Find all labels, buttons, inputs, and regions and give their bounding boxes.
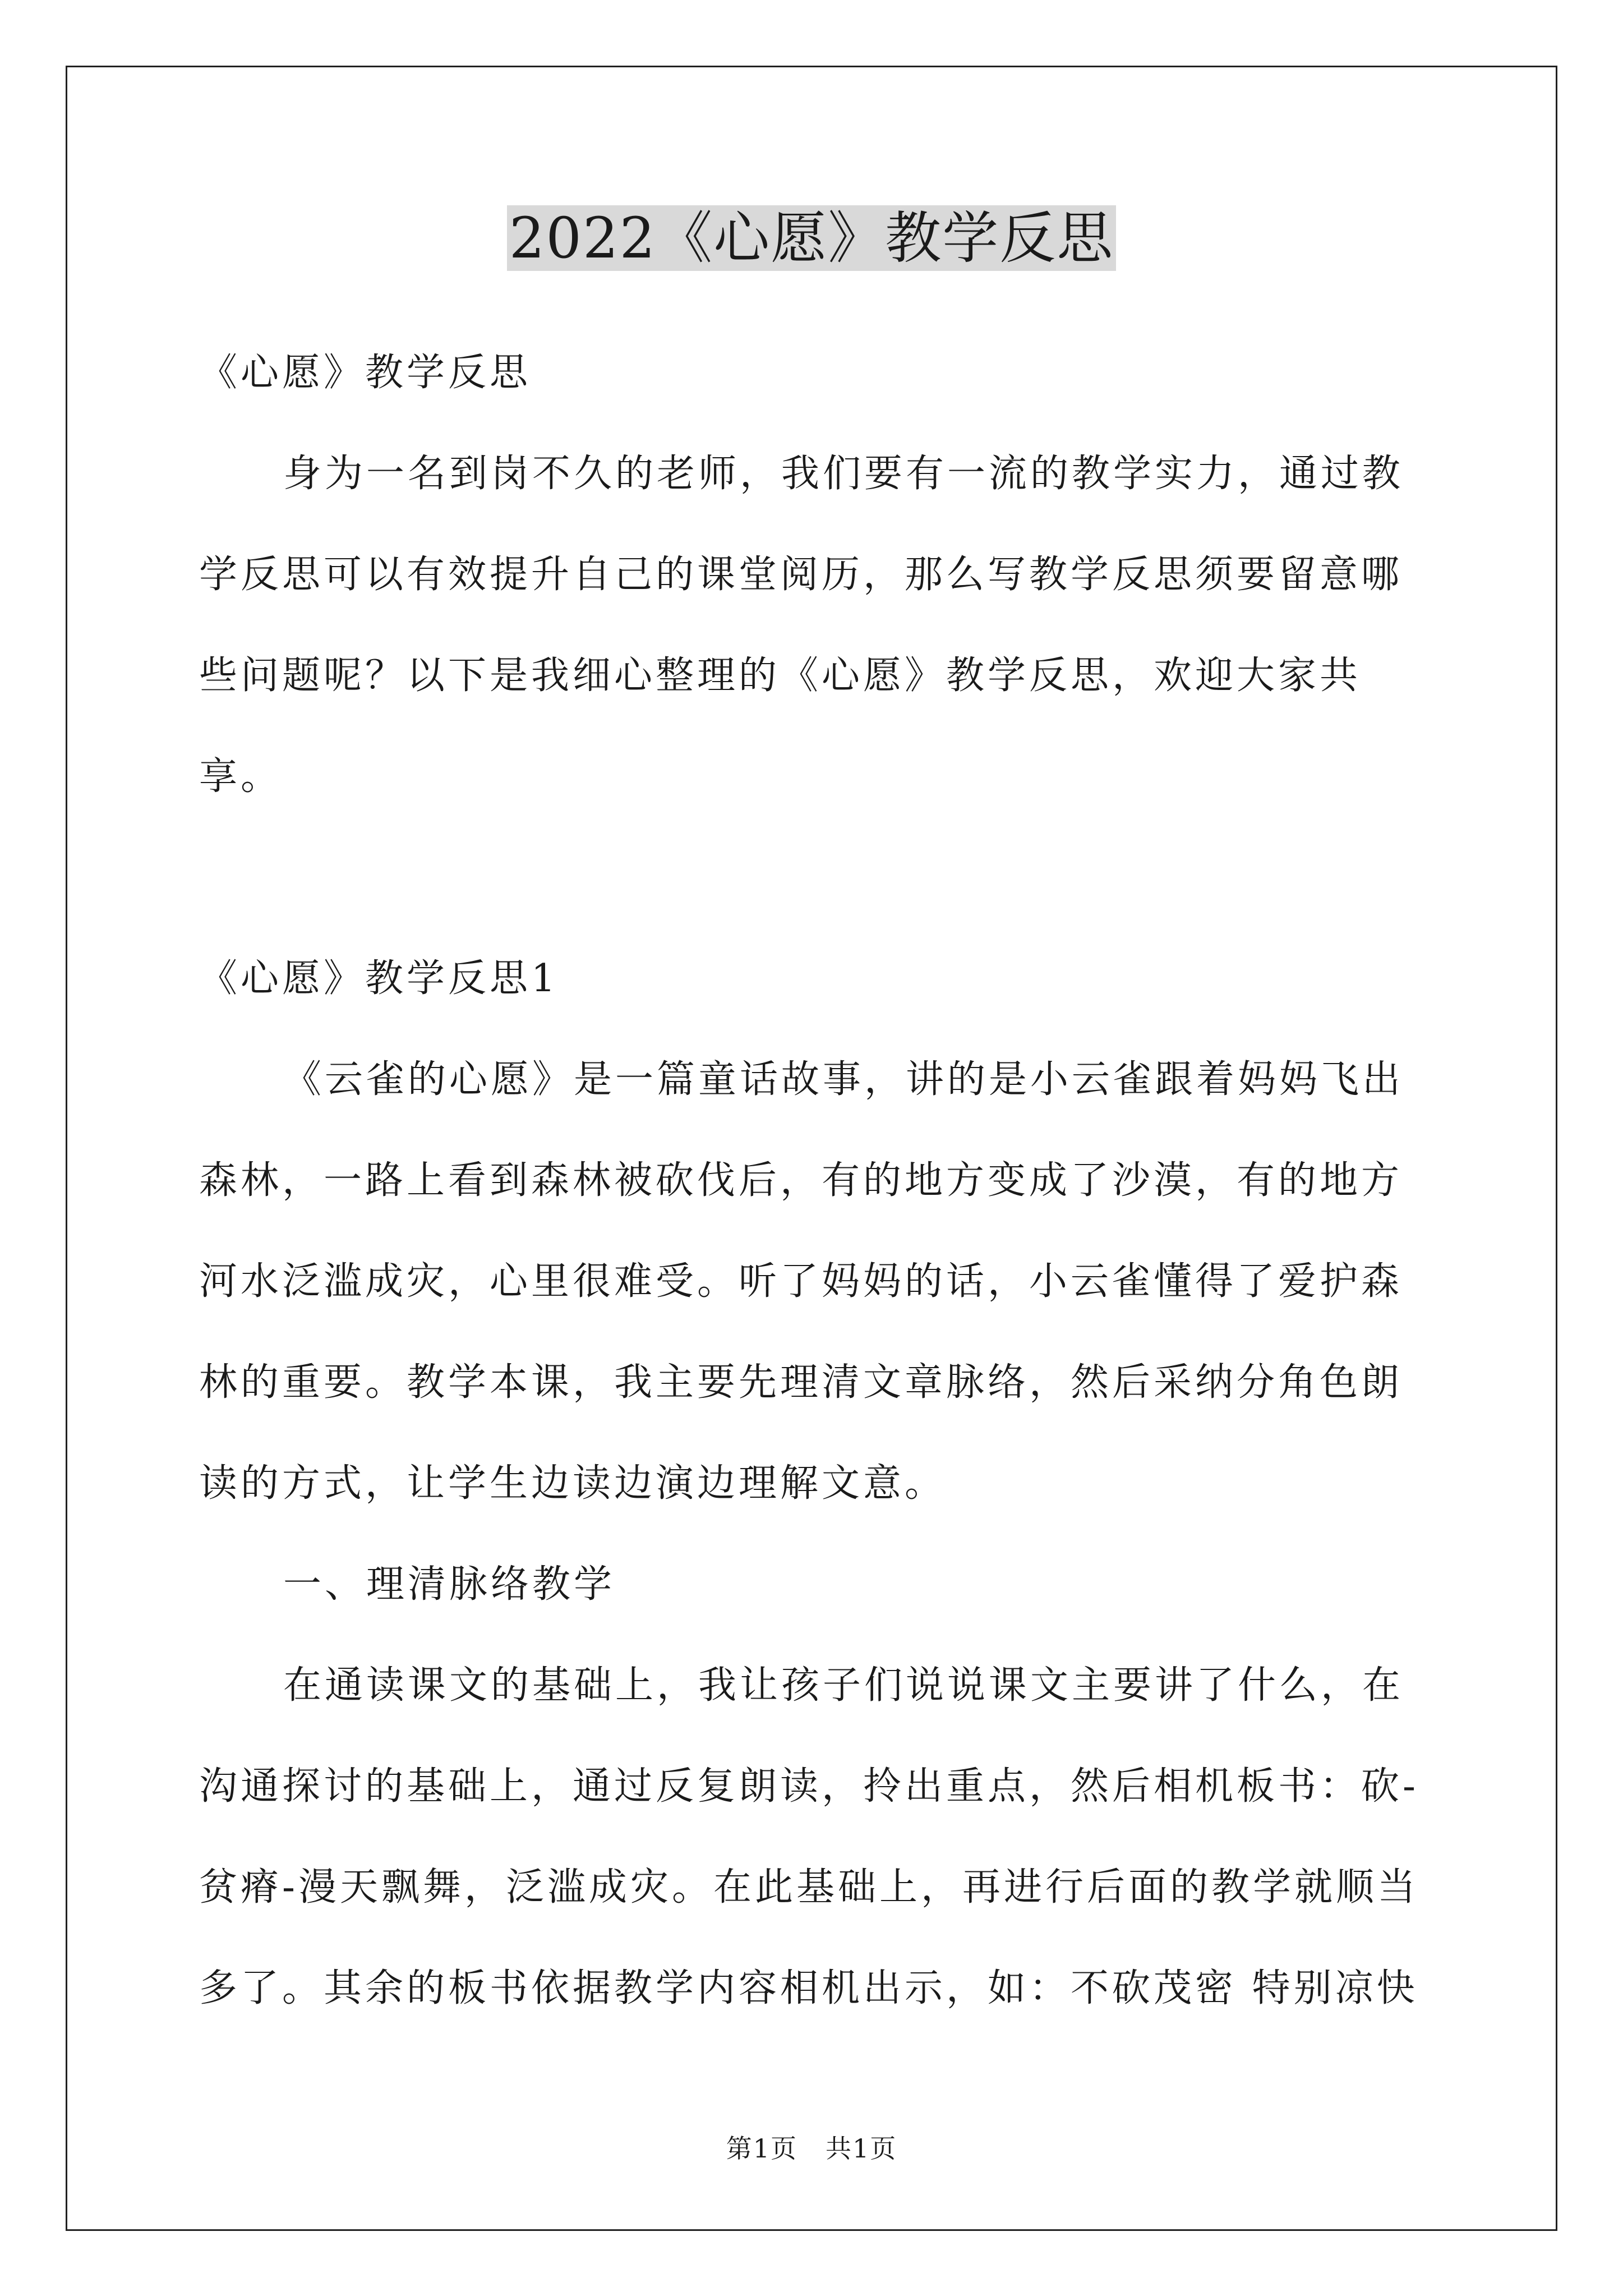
- document-title: [0, 199, 1623, 278]
- page-footer: [0, 2132, 1623, 2165]
- page-number: 第1页: [726, 2133, 797, 2164]
- document-title-text: 2022《心愿》教学反思: [507, 205, 1117, 271]
- document-subtitle: 《心愿》教学反思: [199, 351, 532, 395]
- section-paragraph: 《云雀的心愿》是一篇童话故事，讲的是小云雀跟着妈妈飞出森林，一路上看到森林被砍伐后，有的地方变成了沙漠，有的地方河水泛滥成灾，心里很难受。听了妈妈的话，小云雀懂得了爱护森林的重要。教学本课，我主要先理清文章脉络，然后采纳分角色朗读的方式，让学生边读边演边理解文意。: [199, 1057, 1404, 1506]
- section-subheading: 一、理清脉络教学: [283, 1562, 616, 1607]
- intro-paragraph: 身为一名到岗不久的老师，我们要有一流的教学实力，通过教学反思可以有效提升自己的课堂阅历，那么写教学反思须要留意哪些问题呢？以下是我细心整理的《心愿》教学反思，欢迎大家共享。: [199, 452, 1404, 799]
- section-paragraph: 在通读课文的基础上，我让孩子们说说课文主要讲了什么，在沟通探讨的基础上，通过反复朗读，拎出重点，然后相机板书：砍-贫瘠-漫天飘舞，泛滥成灾。在此基础上，再进行后面的教学就顺当多了。其余的板书依据教学内容相机出示，如：不砍茂密 特别凉快: [199, 1663, 1419, 2010]
- paragraph-gap: [199, 827, 1433, 928]
- document-body: [199, 323, 1433, 2039]
- section-heading: 《心愿》教学反思1: [199, 956, 559, 1001]
- page-total: 共1页: [826, 2133, 897, 2164]
